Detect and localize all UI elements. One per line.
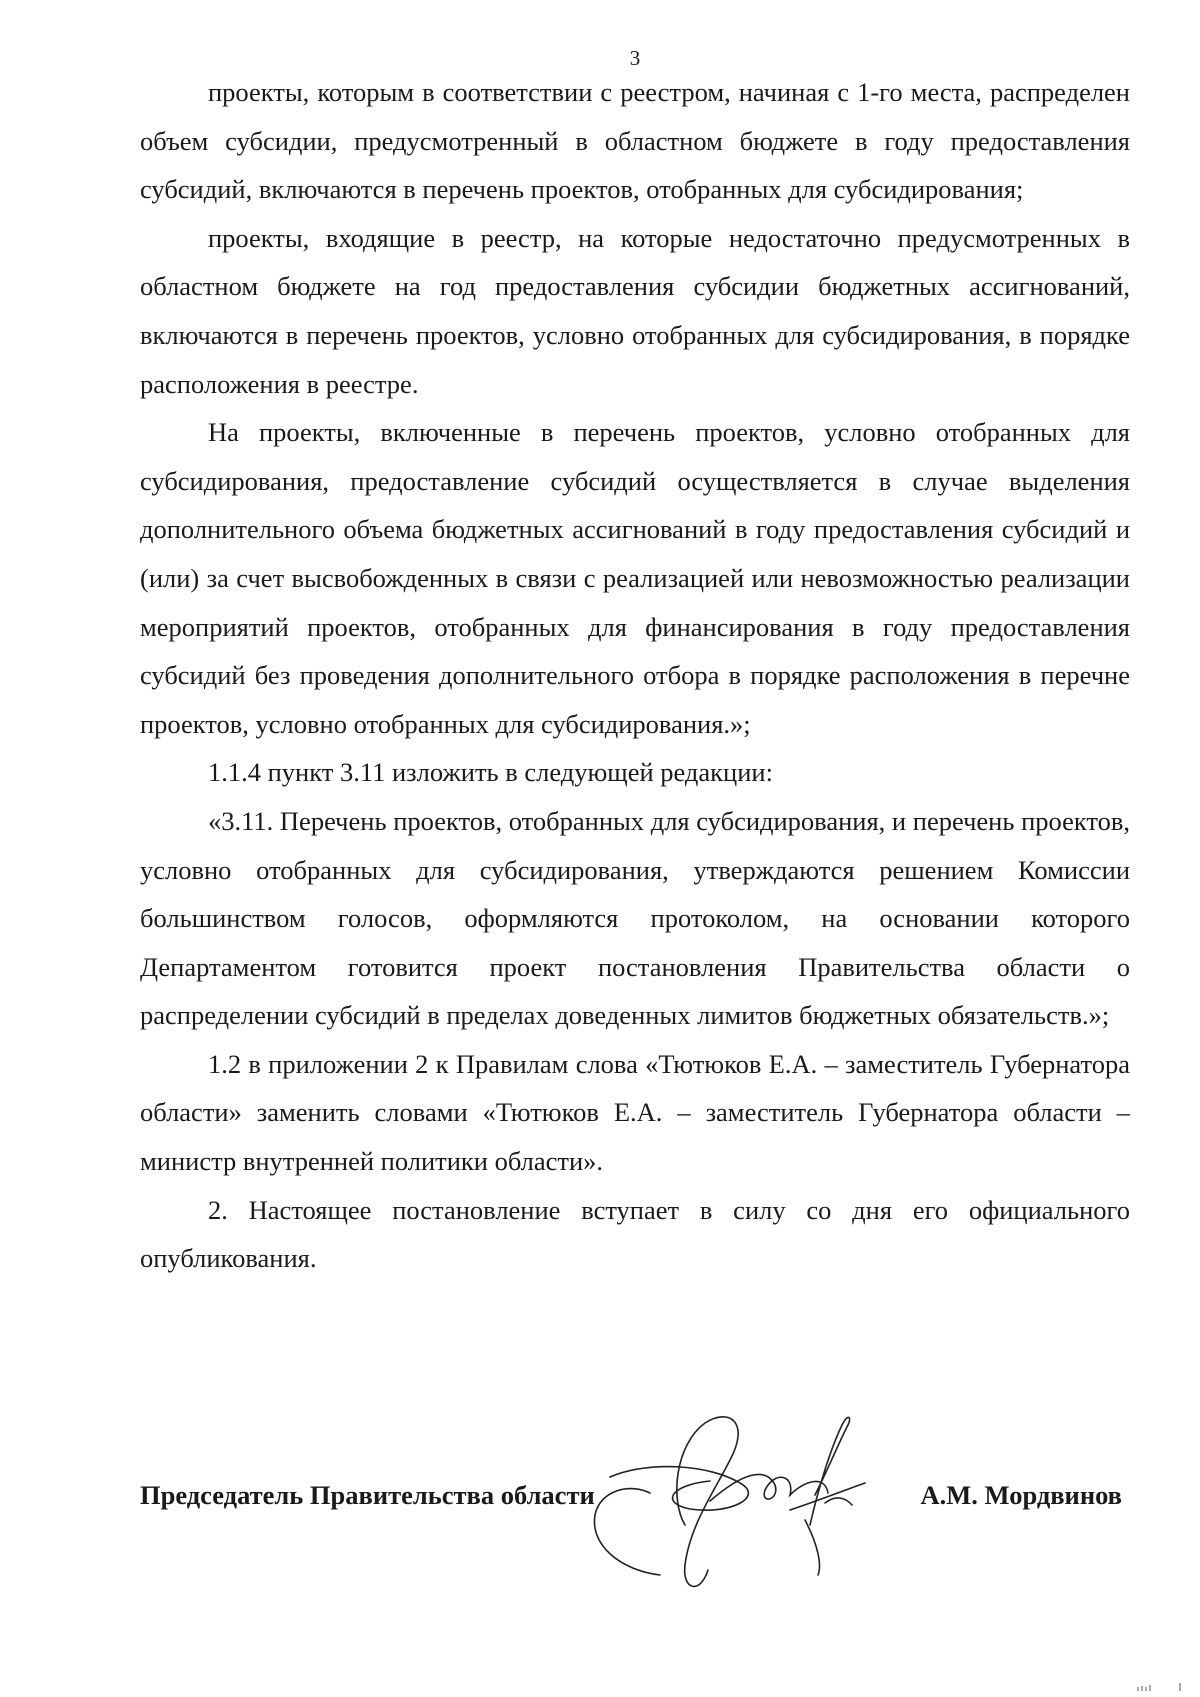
- document-body: [140, 68, 1130, 1283]
- paragraph: 1.2 в приложении 2 к Правилам слова «Тютюков Е.А. – заместитель Губернатора области» заменить словами «Тютюков Е.А. – заместитель Губернатора области – министр внутренней политики области».: [140, 1048, 1130, 1177]
- paragraph: 1.1.4 пункт 3.11 изложить в следующей редакции:: [208, 757, 773, 788]
- signatory-title: Председатель Правительства области: [140, 1480, 595, 1510]
- paragraph: проекты, которым в соответствии с реестром, начиная с 1-го места, распределен объем субсидии, предусмотренный в областном бюджете в году предоставления субсидий, включаются в перечень проектов, отобранных для субсидирования;: [140, 77, 1130, 205]
- paragraph: «3.11. Перечень проектов, отобранных для субсидирования, и перечень проектов, условно отобранных для субсидирования, утверждаются решением Комиссии большинством голосов, оформляются протоколом, на основании которого Департаментом готовится проект постановления Правительства области о распределении субсидий в пределах доведенных лимитов бюджетных обязательств.»;: [140, 805, 1130, 1031]
- paragraph: 2. Настоящее постановление вступает в силу со дня его официального опубликования.: [140, 1194, 1130, 1274]
- paragraph: На проекты, включенные в перечень проектов, условно отобранных для субсидирования, предоставление субсидий осуществляется в случае выделения дополнительного объема бюджетных ассигнований в году предоставления субсидий и (или) за счет высвобожденных в связи с реализацией или невозможностью реализации мероприятий проектов, отобранных для финансирования в году предоставления субсидий без проведения дополнительного отбора в порядке расположения в перечне проектов, условно отобранных для субсидирования.»;: [140, 417, 1130, 739]
- page-number: 3: [629, 46, 641, 70]
- scan-artifact: [1130, 1677, 1190, 1691]
- signature-block: [140, 1480, 1130, 1520]
- signatory-name: А.М. Мордвинов: [920, 1480, 1122, 1510]
- paragraph: проекты, входящие в реестр, на которые недостаточно предусмотренных в областном бюджете на год предоставления субсидии бюджетных ассигнований, включаются в перечень проектов, условно отобранных для субсидирования, в порядке расположения в реестре.: [140, 222, 1130, 399]
